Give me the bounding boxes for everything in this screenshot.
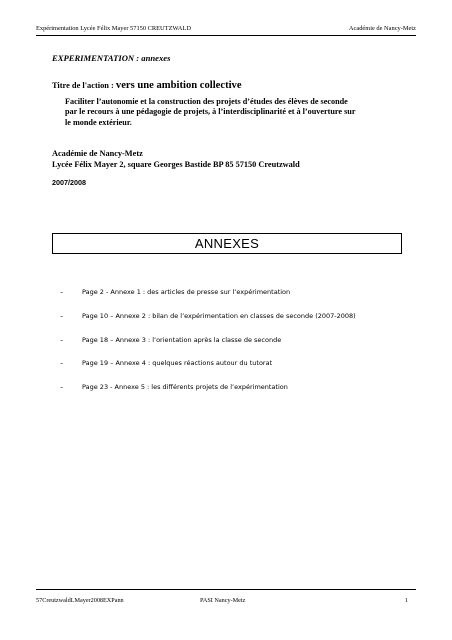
list-dash: – (60, 383, 64, 392)
list-dash: – (60, 359, 64, 368)
objective-line: Faciliter l’autonomie et la construction des projets d’études des élèves de seconde (65, 97, 348, 106)
action-title (52, 80, 242, 91)
action-title-value: vers une ambition collective (115, 80, 242, 91)
page-header (36, 24, 416, 36)
header-left-text: Expérimentation Lycée Félix Mayer 57150 CREUTZWALD (36, 25, 191, 32)
annexes-heading: ANNEXES (52, 233, 402, 254)
objective-text (65, 97, 405, 128)
footer-filename: 57CreutzwaldLMayer2008EXPann (36, 597, 124, 604)
list-dash: – (60, 311, 64, 320)
list-dash: – (60, 335, 64, 344)
action-title-label: Titre de l'action : (52, 81, 116, 90)
annex-entry: Page 23 - Annexe 5 : les différents projets de l’expérimentation (82, 383, 288, 392)
objective-line: par le recours à une pédagogie de projets, à l’interdisciplinarité et à l’ouverture sur (65, 107, 356, 117)
annex-entry: Page 10 – Annexe 2 : bilan de l’expérimentation en classes de seconde (2007-2008) (82, 311, 356, 320)
list-item (60, 312, 356, 336)
page-number: 1 (404, 597, 408, 604)
footer-center-text: PASI Nancy-Metz (200, 597, 246, 604)
list-item (60, 359, 356, 383)
list-item (60, 336, 356, 360)
list-item (60, 288, 356, 312)
annexes-list (60, 288, 356, 407)
list-dash: – (60, 288, 64, 296)
school-year: 2007/2008 (52, 178, 86, 187)
annex-entry: Page 19 – Annexe 4 : quelques réactions autour du tutorat (82, 359, 273, 368)
page-footer (36, 589, 416, 608)
academy-name: Académie de Nancy-Metz (52, 149, 143, 158)
school-address: Lycée Félix Mayer 2, square Georges Bastide BP 85 57150 Creutzwald (52, 160, 300, 169)
experimentation-title: EXPERIMENTATION : annexes (52, 53, 171, 63)
annex-entry: Page 18 – Annexe 3 : l’orientation après la classe de seconde (82, 335, 282, 344)
objective-line: le monde extérieur. (65, 117, 132, 127)
header-right-text: Académie de Nancy-Metz (348, 25, 416, 32)
academy-block (52, 148, 300, 170)
list-item (60, 383, 356, 407)
annex-entry: Page 2 - Annexe 1 : des articles de presse sur l’expérimentation (82, 288, 291, 296)
